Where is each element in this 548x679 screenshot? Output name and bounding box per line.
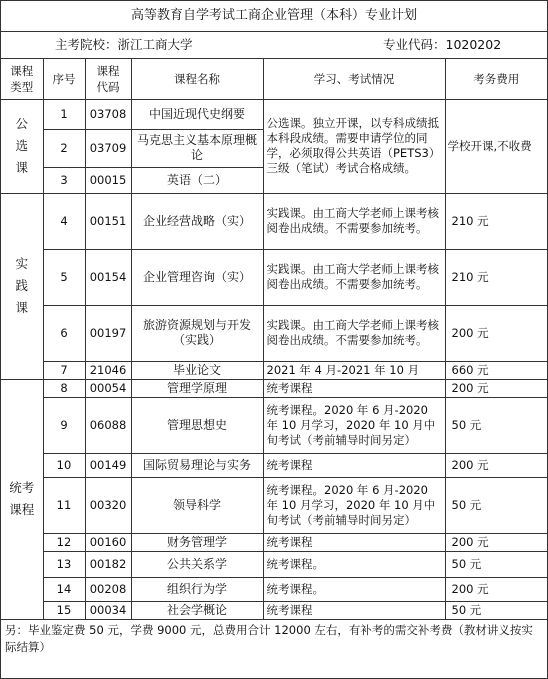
row-number: 2 [43,129,85,167]
table-header-row [1,59,547,99]
header-course-code: 课程 代码 [85,59,131,99]
row-code: 06088 [85,397,131,453]
row-number: 8 [43,379,85,397]
row-course-name: 领导科学 [131,477,263,533]
row-fee: 50 元 [445,601,547,619]
row-number: 5 [43,249,85,305]
row-number: 9 [43,397,85,453]
course-type-practice: 实 践 课 [1,193,43,379]
row-number: 15 [43,601,85,619]
row-number: 12 [43,533,85,551]
row-code: 00054 [85,379,131,397]
row-number: 13 [43,551,85,577]
footer-note: 另：毕业鉴定费 50 元，学费 9000 元，总费用合计 12000 左右，有补考的需交补考费（教材讲义按实际结算） [5,622,533,654]
header-course-type: 课程 类型 [1,59,43,99]
major-code: 专业代码：1020202 [383,37,502,52]
row-number: 3 [43,167,85,193]
header-study-exam: 学习、考试情况 [263,59,445,99]
row-course-name: 公共关系学 [131,551,263,577]
course-type-unified: 统考 课程 [1,379,43,619]
row-code: 00015 [85,167,131,193]
row-course-name: 毕业论文 [131,361,263,379]
table-row [1,453,547,477]
header-number: 序号 [43,59,85,99]
table-row [1,601,547,619]
row-code: 00160 [85,533,131,551]
table-row [1,305,547,361]
row-course-name: 国际贸易理论与实务 [131,453,263,477]
row-fee: 210 元 [445,249,547,305]
row-course-name: 马克思主义基本原理概论 [131,129,263,167]
row-fee: 200 元 [445,533,547,551]
row-code: 00320 [85,477,131,533]
doc-info-row [1,32,547,59]
row-desc: 统考课程 [263,379,445,397]
row-course-name: 英语（二） [131,167,263,193]
table-row [1,533,547,551]
row-desc: 实践课。由工商大学老师上课考核阅卷出成绩。不需要参加统考。 [263,305,445,361]
row-number: 10 [43,453,85,477]
footer-row [1,619,547,658]
row-desc: 统考课程 [263,453,445,477]
row-code: 03708 [85,99,131,129]
row-fee: 200 元 [445,453,547,477]
row-fee: 210 元 [445,193,547,249]
row-course-name: 中国近现代史纲要 [131,99,263,129]
row-fee: 200 元 [445,379,547,397]
row-code: 00208 [85,577,131,601]
table-row [1,99,547,129]
table-row [1,551,547,577]
public-course-fee: 学校开课,不收费 [445,99,547,193]
row-code: 00154 [85,249,131,305]
row-desc: 实践课。由工商大学老师上课考核阅卷出成绩。不需要参加统考。 [263,193,445,249]
table-row [1,249,547,305]
table-row [1,361,547,379]
row-desc: 统考课程。2020 年 6 月-2020 年 10 月学习，2020 年 10 月中旬考试（考前辅导时间另定） [263,397,445,453]
row-course-name: 管理学原理 [131,379,263,397]
row-desc: 统考课程 [263,533,445,551]
row-fee: 200 元 [445,577,547,601]
public-course-desc: 公选课。独立开课，以专科成绩抵本科段成绩。需要申请学位的同学，必须取得公共英语（PETS3）三级（笔试）考试合格成绩。 [263,99,445,193]
row-fee: 50 元 [445,397,547,453]
table-row [1,477,547,533]
row-fee: 50 元 [445,551,547,577]
row-desc: 统考课程。 [263,551,445,577]
row-number: 4 [43,193,85,249]
doc-title: 高等教育自学考试工商企业管理（本科）专业计划 [1,1,547,32]
row-course-name: 财务管理学 [131,533,263,551]
row-code: 00151 [85,193,131,249]
school-name: 主考院校：浙江工商大学 [55,37,193,52]
row-fee: 50 元 [445,477,547,533]
table-row [1,397,547,453]
row-course-name: 企业管理咨询（实） [131,249,263,305]
table-row [1,577,547,601]
row-code: 00197 [85,305,131,361]
row-number: 11 [43,477,85,533]
row-fee: 200 元 [445,305,547,361]
row-desc: 2021 年 4 月-2021 年 10 月 [263,361,445,379]
table-row [1,379,547,397]
table-row [1,193,547,249]
row-code: 00182 [85,551,131,577]
row-number: 6 [43,305,85,361]
row-desc: 统考课程 [263,601,445,619]
row-number: 7 [43,361,85,379]
row-number: 1 [43,99,85,129]
course-table [1,59,547,658]
row-course-name: 管理思想史 [131,397,263,453]
row-desc: 实践课。由工商大学老师上课考核阅卷出成绩。不需要参加统考。 [263,249,445,305]
header-fee: 考务费用 [445,59,547,99]
row-code: 00149 [85,453,131,477]
row-code: 03709 [85,129,131,167]
row-course-name: 组织行为学 [131,577,263,601]
course-type-public: 公 选 课 [1,99,43,193]
row-code: 00034 [85,601,131,619]
header-course-name: 课程名称 [131,59,263,99]
row-code: 21046 [85,361,131,379]
row-desc: 统考课程。 [263,577,445,601]
row-number: 14 [43,577,85,601]
row-course-name: 旅游资源规划与开发（实践） [131,305,263,361]
row-course-name: 企业经营战略（实） [131,193,263,249]
row-course-name: 社会学概论 [131,601,263,619]
row-desc: 统考课程。2020 年 6 月-2020 年 10 月学习，2020 年 10 月中旬考试（考前辅导时间另定） [263,477,445,533]
row-fee: 660 元 [445,361,547,379]
